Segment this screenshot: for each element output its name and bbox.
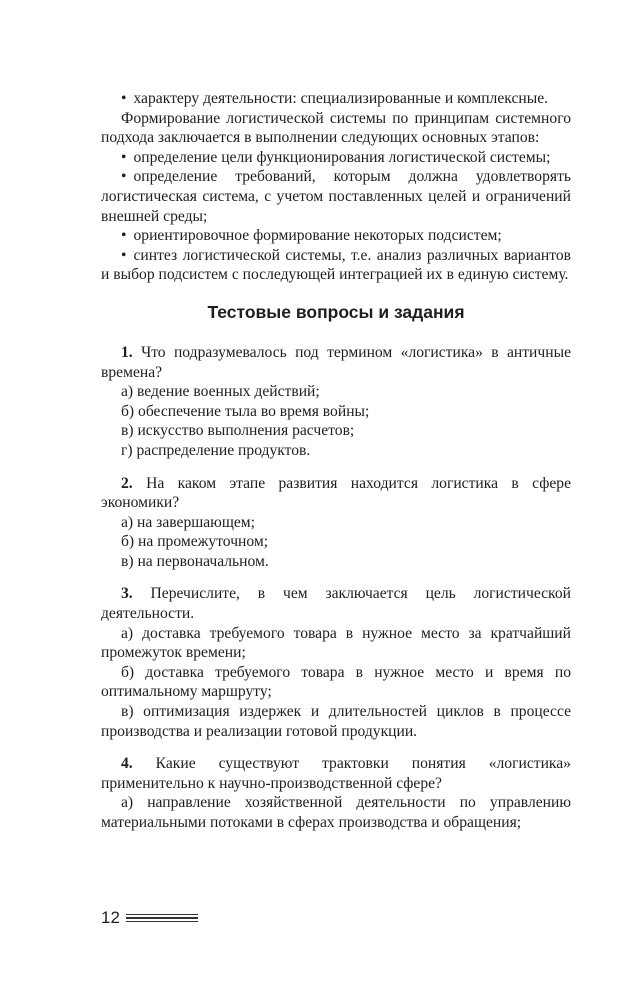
footer-rule bbox=[126, 912, 198, 924]
answer-option: б) доставка требуемого товара в нужное место и время по оптимальному маршруту; bbox=[101, 663, 571, 701]
answer-option: в) на первоначальном. bbox=[121, 552, 269, 570]
rule-line bbox=[126, 921, 198, 923]
section-heading: Тестовые вопросы и задания bbox=[207, 301, 465, 322]
bullet-item: • синтез логистической системы, т.е. анализ различных вариантов и выбор подсистем с последующей интеграцией их в единую систему. bbox=[101, 246, 571, 285]
paragraph: Формирование логистической системы по принципам системного подхода заключается в выполнении следующих основных этапов: bbox=[101, 109, 571, 147]
question-text: Что подразумевалось под термином «логистика» в античные времена? bbox=[101, 343, 571, 381]
question-text: На каком этапе развития находится логистика в сфере экономики? bbox=[101, 474, 571, 512]
page-body bbox=[101, 89, 571, 833]
answer-option: в) искусство выполнения расчетов; bbox=[121, 422, 355, 440]
answer-option: а) ведение военных действий; bbox=[121, 383, 320, 401]
question-number: 2. bbox=[121, 474, 133, 492]
question-4 bbox=[101, 754, 571, 793]
question-3 bbox=[101, 584, 571, 623]
bullet-item: • ориентировочное формирование некоторых подсистем; bbox=[101, 226, 571, 246]
bullet-item: • определение цели функционирования логистической системы; bbox=[101, 148, 571, 168]
question-text: Какие существуют трактовки понятия «логистика» применительно к научно-производственной сфере? bbox=[101, 755, 571, 792]
answer-option: а) доставка требуемого товара в нужное место за кратчайший промежуток времени; bbox=[101, 624, 571, 662]
question-1 bbox=[101, 343, 571, 382]
answer-option: а) на завершающем; bbox=[121, 513, 255, 531]
bullet-item: • характеру деятельности: специализированные и комплексные. bbox=[101, 89, 571, 109]
bullet-item: • определение требований, которым должна удовлетворять логистическая система, с учетом поставленных целей и ограничений внешней среды; bbox=[101, 167, 571, 226]
answer-option: а) направление хозяйственной деятельности по управлению материальными потоками в сферах производства и обращения; bbox=[101, 794, 571, 831]
question-2 bbox=[101, 474, 571, 513]
question-number: 4. bbox=[121, 755, 133, 773]
answer-option: в) оптимизация издержек и длительностей циклов в процессе производства и реализации готовой продукции. bbox=[101, 703, 571, 740]
question-text: Перечислите, в чем заключается цель логистической деятельности. bbox=[101, 585, 571, 623]
question-number: 3. bbox=[121, 585, 133, 603]
answer-option: б) обеспечение тыла во время войны; bbox=[121, 402, 370, 420]
page-number: 12 bbox=[101, 908, 120, 927]
question-number: 1. bbox=[121, 343, 133, 361]
rule-line bbox=[126, 914, 198, 916]
answer-option: г) распределение продуктов. bbox=[121, 441, 311, 459]
answer-option: б) на промежуточном; bbox=[121, 533, 269, 551]
page-footer bbox=[101, 908, 198, 928]
rule-line bbox=[126, 917, 198, 919]
